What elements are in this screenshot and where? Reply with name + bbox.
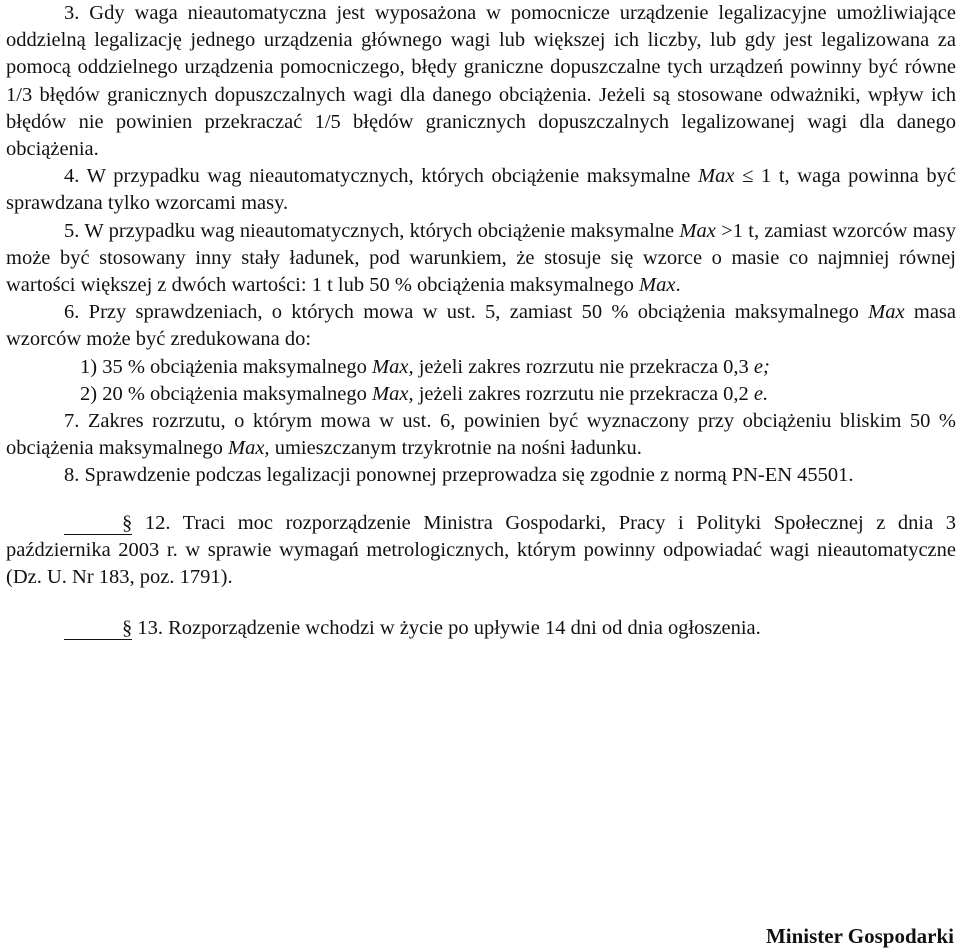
unit-symbol: e;	[753, 355, 770, 378]
list-item-text: jeżeli zakres rozrzutu nie przekracza 0,2	[413, 382, 754, 405]
document-page	[6, 0, 956, 642]
section-text: 12. Traci moc rozporządzenie Ministra Gospodarki, Pracy i Polityki Społecznej z dnia 3 października 2003 r. w sprawie wymagań metrologicznych, którym powinny odpowiadać wagi nieautomatyczne (Dz. U. Nr 183, poz. 1791).	[6, 511, 956, 589]
section-sign: §	[64, 510, 132, 537]
paragraph-text: .	[675, 274, 681, 297]
max-symbol: Max	[868, 301, 905, 324]
spacer	[6, 591, 956, 615]
max-symbol: Max	[679, 219, 716, 242]
list-item	[6, 354, 956, 381]
paragraph-5	[6, 218, 956, 300]
paragraph-text: ≤ 1 t, waga powinna być sprawdzana tylko wzorcami masy.	[6, 165, 956, 215]
paragraph-number: 3.	[64, 2, 80, 24]
section-13	[6, 615, 956, 642]
paragraph-6	[6, 299, 956, 353]
signature: Minister Gospodarki	[765, 924, 954, 948]
list-item-text: 20 % obciążenia maksymalnego	[102, 382, 373, 405]
paragraph-text: Sprawdzenie podczas legalizacji ponownej przeprowadza się zgodnie z normą PN-EN 45501.	[84, 464, 854, 487]
max-symbol: Max	[698, 165, 735, 188]
list-item-number: 1)	[80, 355, 98, 378]
paragraph-number: 8.	[64, 464, 80, 487]
paragraph-text: masa wzorców może być zredukowana do:	[6, 301, 956, 351]
paragraph-7	[6, 408, 956, 462]
list-item	[6, 381, 956, 408]
paragraph-number: 5.	[64, 219, 80, 242]
paragraph-number: 7.	[64, 410, 80, 433]
max-symbol: Max,	[372, 355, 414, 378]
list-item-text: 35 % obciążenia maksymalnego	[102, 355, 373, 378]
unit-symbol: e.	[753, 382, 769, 405]
paragraph-number: 4.	[64, 165, 80, 188]
section-sign: §	[64, 615, 132, 642]
spacer	[6, 490, 956, 510]
paragraph-text: W przypadku wag nieautomatycznych, których obciążenie maksymalne	[84, 219, 680, 242]
max-symbol: Max,	[228, 437, 270, 460]
section-12	[6, 510, 956, 592]
max-symbol: Max	[639, 274, 676, 297]
paragraph-text: Gdy waga nieautomatyczna jest wyposażona w pomocnicze urządzenie legalizacyjne umożliwiające oddzielną legalizację jednego urządzenia głównego wagi lub większej ich liczby, lub gdy jest legalizowana za pomocą oddzielnego urządzenia pomocniczego, błędy graniczne dopuszczalne tych urządzeń powinny być równe 1/3 błędów granicznych dopuszczalnych wagi dla danego obciążenia. Jeżeli są stosowane odważniki, wpływ ich błędów nie powinien przekraczać 1/5 błędów granicznych dopuszczalnych legalizowanej wagi dla danego obciążenia.	[6, 2, 956, 161]
paragraph-text: umieszczanym trzykrotnie na nośni ładunku.	[269, 437, 642, 460]
paragraph-text: Przy sprawdzeniach, o których mowa w ust. 5, zamiast 50 % obciążenia maksymalnego	[88, 301, 869, 324]
paragraph-text: Zakres rozrzutu, o którym mowa w ust. 6, powinien być wyznaczony przy obciążeniu bliskim 50 % obciążenia maksymalnego	[6, 410, 956, 460]
list-item-number: 2)	[80, 382, 98, 405]
paragraph-3	[6, 0, 956, 163]
max-symbol: Max,	[372, 382, 414, 405]
section-text: 13. Rozporządzenie wchodzi w życie po upływie 14 dni od dnia ogłoszenia.	[132, 617, 761, 640]
list-item-text: jeżeli zakres rozrzutu nie przekracza 0,3	[413, 355, 754, 378]
paragraph-text: W przypadku wag nieautomatycznych, których obciążenie maksymalne	[86, 165, 699, 188]
paragraph-8	[6, 462, 956, 489]
paragraph-4	[6, 163, 956, 217]
paragraph-number: 6.	[64, 301, 80, 324]
paragraph-text: >1 t, zamiast wzorców masy może być stosowany inny stały ładunek, pod warunkiem, że stosuje się wzorce o masie co najmniej równej wartości większej z dwóch wartości: 1 t lub 50 % obciążenia maksymalnego	[6, 219, 956, 297]
